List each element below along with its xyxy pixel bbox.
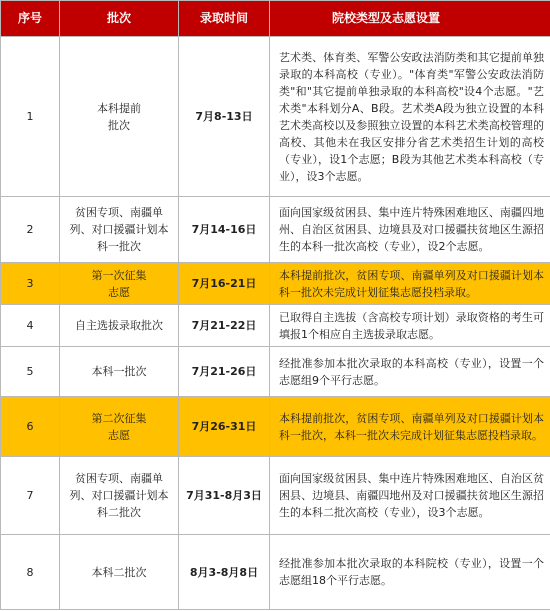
table-row (1, 457, 550, 535)
header-time: 录取时间 (179, 1, 270, 37)
table-row (1, 347, 550, 397)
row-number: 7 (1, 457, 60, 535)
row-number: 5 (1, 347, 60, 397)
header-batch: 批次 (60, 1, 179, 37)
row-admission-time: 7月31-8月3日 (179, 457, 270, 535)
row-number: 2 (1, 197, 60, 263)
row-batch: 本科二批次 (60, 535, 179, 610)
row-number: 1 (1, 37, 60, 197)
row-description: 艺术类、体育类、军警公安政法消防类和其它提前单独录取的本科高校（专业）。"体育类"军警公安政法消防类"和"其它提前单独录取的本科高校"设4个志愿。"艺术类"本科划分A、B段。艺术类A段为独立设置的本科艺术类高校以及参照独立设置的本科艺术类高校管理的高校、其他未在我区安排分省艺术类招生计划的高校（专业），设1个志愿；B段为其他艺术类本科高校（专业），设3个志愿。 (270, 37, 550, 197)
table-row (1, 397, 550, 457)
row-admission-time: 7月21-26日 (179, 347, 270, 397)
table-row (1, 37, 550, 197)
row-description: 已取得自主选拔（含高校专项计划）录取资格的考生可填报1个相应自主选拔录取志愿。 (270, 305, 550, 347)
row-batch: 贫困专项、南疆单列、对口援疆计划本科二批次 (60, 457, 179, 535)
table-row (1, 535, 550, 610)
row-admission-time: 7月26-31日 (179, 397, 270, 457)
table-row (1, 305, 550, 347)
row-description: 面向国家级贫困县、集中连片特殊困难地区、自治区贫困县、边境县、南疆四地州及对口援疆扶贫地区生源招生的本科二批次高校（专业），设3个志愿。 (270, 457, 550, 535)
table-body (1, 37, 550, 610)
row-number: 6 (1, 397, 60, 457)
row-batch: 本科提前 批次 (60, 37, 179, 197)
row-description: 经批准参加本批次录取的本科院校（专业），设置一个志愿组18个平行志愿。 (270, 535, 550, 610)
row-description: 本科提前批次，贫困专项、南疆单列及对口援疆计划本科一批次，本科一批次未完成计划征集志愿投档录取。 (270, 397, 550, 457)
table-row (1, 263, 550, 305)
header-desc: 院校类型及志愿设置 (270, 1, 550, 37)
row-description: 本科提前批次，贫困专项、南疆单列及对口援疆计划本科一批次未完成计划征集志愿投档录取。 (270, 263, 550, 305)
row-batch: 本科一批次 (60, 347, 179, 397)
row-admission-time: 7月21-22日 (179, 305, 270, 347)
table-row (1, 197, 550, 263)
row-number: 3 (1, 263, 60, 305)
row-admission-time: 7月16-21日 (179, 263, 270, 305)
row-batch: 第一次征集 志愿 (60, 263, 179, 305)
row-description: 经批准参加本批次录取的本科高校（专业），设置一个志愿组9个平行志愿。 (270, 347, 550, 397)
row-batch: 贫困专项、南疆单列、对口援疆计划本科一批次 (60, 197, 179, 263)
row-admission-time: 7月14-16日 (179, 197, 270, 263)
row-number: 4 (1, 305, 60, 347)
row-number: 8 (1, 535, 60, 610)
row-admission-time: 7月8-13日 (179, 37, 270, 197)
header-no: 序号 (1, 1, 60, 37)
row-admission-time: 8月3-8月8日 (179, 535, 270, 610)
table-header-row (1, 1, 550, 37)
row-description: 面向国家级贫困县、集中连片特殊困难地区、南疆四地州、自治区贫困县、边境县及对口援疆扶贫地区生源招生的本科一批次高校（专业），设2个志愿。 (270, 197, 550, 263)
row-batch: 第二次征集 志愿 (60, 397, 179, 457)
row-batch: 自主选拔录取批次 (60, 305, 179, 347)
